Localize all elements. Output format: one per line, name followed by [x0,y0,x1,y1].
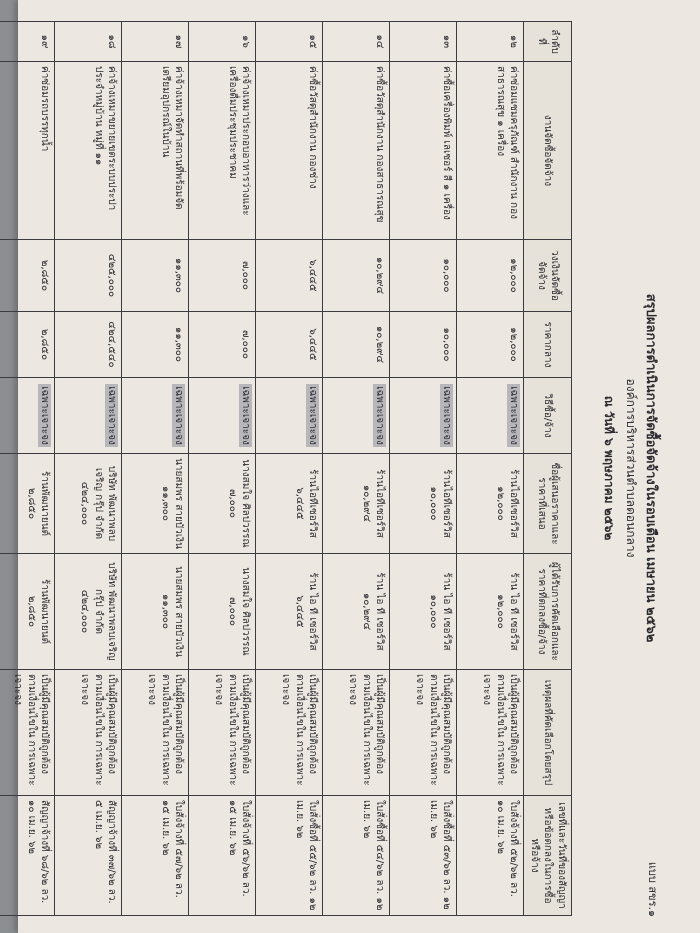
table-row [390,22,457,916]
row-reason: เป็นผู้มีคุณสมบัติถูกต้องตามเงื่อนไขใน การเฉพาะเจาะจง [213,674,252,786]
cell-winner [323,554,390,670]
cell-reason [256,670,323,796]
row-median: ๑๑,๓๐๐ [173,327,185,362]
row-no: ๑๘ [106,34,118,49]
row-bidder-price: ๔๒๔,๐๐๐ [79,481,91,526]
cell-no [256,22,323,62]
cell-contract [256,796,323,916]
cell-no [457,22,524,62]
cell-contract [0,796,55,916]
cell-method [122,378,189,454]
row-budget: ๔๒๕,๐๐๐ [106,253,118,298]
row-winner: ร้าน ไอ ที เซอร์วิส [441,572,453,651]
cell-work [122,62,189,240]
table-row [457,22,524,916]
row-work: ค่าจ้างเหมาประกอบอาหารว่างและเครื่องดื่มประชุมประชาคม [227,66,252,216]
cell-median [55,312,122,378]
cell-method [457,378,524,454]
cell-work [390,62,457,240]
row-bidder: ร้านไอทีเซอร์วิส [374,469,386,538]
cell-method [0,378,55,454]
cell-contract [390,796,457,916]
header-work: งานจัดซื้อจัดจ้าง [524,62,572,240]
row-median: ๑๐,๒๙๔ [374,325,386,364]
document-subtitle: องค์การบริหารส่วนตำบลดอนกลาง [624,378,638,558]
cell-bidder [55,454,122,554]
row-median: ๖,๔๔๕ [307,328,319,361]
cell-winner [0,554,55,670]
row-median: ๔๒๔,๕๔๐ [106,321,118,368]
row-budget: ๖,๔๔๕ [307,259,319,292]
row-contract: สัญญาจ้างที่ ๓๗/๖๒ ลว. ๕ เม.ย. ๖๒ [93,800,118,904]
cell-budget [390,240,457,312]
cell-method [189,378,256,454]
row-bidder-price: ๑๒,๐๐๐ [495,486,506,521]
row-bidder: นายสมพร สายบัวเงิน [173,458,185,549]
cell-bidder [457,454,524,554]
row-bidder: นางสมใจ ศิลปวรรณ [240,459,252,548]
row-bidder: ร้านไอทีเซอร์วิส [508,469,520,538]
row-method: เฉพาะเจาะจง [39,386,51,445]
cell-bidder [390,454,457,554]
row-reason: เป็นผู้มีคุณสมบัติถูกต้องตามเงื่อนไขใน การเฉพาะเจาะจง [414,674,453,786]
row-contract: ใบสั่งจ้างที่ ๕๗/๖๒ ลว. ๑๕ เม.ย. ๖๒ [160,800,185,898]
cell-median [0,312,55,378]
table-row [122,22,189,916]
cell-no [189,22,256,62]
cell-reason [457,670,524,796]
cell-median [390,312,457,378]
header-reason: เหตุผลที่คัดเลือกโดยสรุป [524,670,572,796]
cell-bidder [0,454,55,554]
row-reason: เป็นผู้มีคุณสมบัติถูกต้องตามเงื่อนไขใน การเฉพาะเจาะจง [481,674,520,786]
row-winner: นายสมพร สายบัวเงิน [173,566,185,657]
row-budget: ๑๐,๐๐๐ [441,258,453,293]
cell-budget [55,240,122,312]
header-median: ราคากลาง [524,312,572,378]
row-winner: บริษัท พัฒนาพลบเจริญ กรุ๊ป จำกัด [93,562,118,661]
cell-work [0,62,55,240]
row-winner: ร้าน ไอ ที เซอร์วิส [508,572,520,651]
header-bidder: ชื่อผู้เสนอราคาและราคาที่เสนอ [524,454,572,554]
row-method: เฉพาะเจาะจง [106,386,118,445]
cell-reason [0,670,55,796]
cell-work [256,62,323,240]
row-work: ค่าซื้อวัสดุสำนักงาน กองสาธารณสุข [374,66,386,223]
row-no: ๑๖ [240,35,252,48]
header-winner: ผู้ได้รับการคัดเลือกและราคาที่ตกลงซื้อ/จ้าง [524,554,572,670]
header-budget: วงเงินจัดซื้อจัดจ้าง [524,240,572,312]
cell-contract [122,796,189,916]
row-no: ๑๙ [39,34,51,49]
cell-winner [256,554,323,670]
cell-budget [189,240,256,312]
table-row [55,22,122,916]
row-winner-price: ๑๐,๒๙๔ [361,592,372,631]
cell-work [323,62,390,240]
cell-winner [55,554,122,670]
row-winner: ร้าน ไอ ที เซอร์วิส [374,572,386,651]
row-median: ๑๒,๐๐๐ [508,327,520,362]
row-bidder: ร้านไอทีเซอร์วิส [307,469,319,538]
row-winner: ร้าน ไอ ที เซอร์วิส [307,572,319,651]
row-bidder: ร้านไอทีเซอร์วิส [441,469,453,538]
row-work: ค่าซื้อเครื่องพิมพ์ เลเซอร์ สี ๑ เครื่อง [441,66,453,220]
row-winner: ร้านพัฒนายนต์ [39,578,51,645]
cell-contract [55,796,122,916]
row-bidder-price: ๑๐,๒๙๔ [361,484,372,523]
document-date: ณ วันที่ ๖ พฤษภาคม ๒๕๖๒ [602,395,616,541]
row-method: เฉพาะเจาะจง [441,386,453,445]
row-budget: ๗,๐๐๐ [240,260,252,290]
row-winner-price: ๑๑,๓๐๐ [160,594,171,629]
row-winner-price: ๔๒๔,๐๐๐ [79,589,91,634]
cell-method [55,378,122,454]
row-bidder-price: ๑๑,๓๐๐ [160,486,171,521]
cell-no [323,22,390,62]
cell-bidder [256,454,323,554]
cell-bidder [323,454,390,554]
row-method: เฉพาะเจาะจง [374,386,386,445]
header-contract: เลขที่และวันที่ของสัญญาหรือข้อตกลงในการซื้อหรือจ้าง [524,796,572,916]
cell-method [256,378,323,454]
table-row [0,22,55,916]
cell-reason [323,670,390,796]
cell-work [55,62,122,240]
row-work: ค่าจ้างเหมาจัดทำสถานที่พร้อมจัดเตรียมอุปกรณ์ในบ้าน [160,66,185,210]
row-contract: สัญญาจ้างที่ ๖๘/๖๒ ลว. ๑๐ เม.ย. ๖๒ [26,800,51,904]
cell-method [323,378,390,454]
cell-median [256,312,323,378]
row-reason: เป็นผู้มีคุณสมบัติถูกต้องตามเงื่อนไขใน การเฉพาะเจาะจง [347,674,386,786]
row-reason: เป็นผู้มีคุณสมบัติถูกต้องตามเงื่อนไขใน การเฉพาะเจาะจง [79,674,118,786]
procurement-table [0,21,572,916]
row-budget: ๒,๘๕๐ [39,259,51,292]
cell-bidder [189,454,256,554]
row-contract: ใบสั่งซื้อที่ ๕๕/๖๒ ลว. ๑๒ เม.ย. ๖๒ [294,800,319,911]
cell-reason [122,670,189,796]
header-method: วิธีซื้อ/จ้าง [524,378,572,454]
row-winner-price: ๑๐,๐๐๐ [428,594,439,629]
row-work: ค่าซ่อมแซมครุภัณฑ์ สำนักงาน กอง สาธารณสุข ๑ เครื่อง [495,66,520,219]
row-reason: เป็นผู้มีคุณสมบัติถูกต้องตามเงื่อนไขใน การเฉพาะเจาะจง [12,674,51,786]
paper-sheet [12,0,700,933]
table-row [189,22,256,916]
cell-no [55,22,122,62]
document-header [572,13,668,923]
cell-no [390,22,457,62]
row-winner: นางสมใจ ศิลปวรรณ [240,567,252,656]
table-row [256,22,323,916]
row-no: ๑๕ [307,34,319,49]
row-method: เฉพาะเจาะจง [508,386,520,445]
cell-contract [323,796,390,916]
row-bidder: บริษัท พัฒนาพลบเจริญ กรุ๊ป จำกัด [93,465,118,542]
document-title: สรุปผลการดำเนินการจัดซื้อจัดจ้างในรอบเดือน เมษายน ๒๕๖๒ [643,293,658,643]
row-contract: ใบสั่งซื้อที่ ๕๓/๖๒ ลว. ๑๒ เม.ย. ๖๒ [428,800,453,910]
cell-budget [122,240,189,312]
row-budget: ๑๑,๓๐๐ [173,258,185,293]
row-method: เฉพาะเจาะจง [307,386,319,445]
header-no: ลำดับที่ [524,22,572,62]
cell-work [457,62,524,240]
rotated-page [12,13,668,923]
cell-budget [0,240,55,312]
row-winner-price: ๗,๐๐๐ [227,596,238,626]
cell-work [189,62,256,240]
cell-budget [256,240,323,312]
cell-median [323,312,390,378]
cell-contract [457,796,524,916]
cell-median [122,312,189,378]
cell-contract [189,796,256,916]
row-bidder: ร้านพัฒนายนต์ [39,470,51,537]
cell-median [457,312,524,378]
table-header-row [524,22,572,916]
row-no: ๑๒ [508,35,520,48]
table-row [323,22,390,916]
cell-median [189,312,256,378]
row-median: ๒,๘๕๐ [39,328,51,361]
row-budget: ๑๐,๒๙๔ [374,256,386,295]
cell-no [122,22,189,62]
row-bidder-price: ๖,๔๔๕ [294,487,305,520]
row-contract: ใบสั่งจ้างที่ ๕๖/๖๒ ลว. ๑๕ เม.ย. ๖๒ [227,800,252,897]
cell-winner [457,554,524,670]
row-work: ค่าซื้อวัสดุสำนักงาน กองช่าง [307,66,319,189]
row-no: ๑๗ [173,34,185,49]
cell-no [0,22,55,62]
cell-reason [390,670,457,796]
row-bidder-price: ๒,๘๕๐ [26,487,37,520]
row-work: ค่าจ้างเหมาขยายเขตระบบประปาประจำหมู่บ้าน หมู่ที่ ๑๑ [93,66,118,211]
row-method: เฉพาะเจาะจง [173,386,185,445]
row-bidder-price: ๗,๐๐๐ [227,488,238,518]
row-budget: ๑๒,๐๐๐ [508,258,520,293]
row-bidder-price: ๑๐,๐๐๐ [428,486,439,521]
row-reason: เป็นผู้มีคุณสมบัติถูกต้องตามเงื่อนไขใน การเฉพาะเจาะจง [280,674,319,786]
cell-reason [55,670,122,796]
row-work: ค่าซ่อมรถบรรทุกน้ำ [39,66,51,152]
row-reason: เป็นผู้มีคุณสมบัติถูกต้องตามเงื่อนไขใน การเฉพาะเจาะจง [146,674,185,786]
cell-bidder [122,454,189,554]
row-median: ๗,๐๐๐ [240,329,252,359]
cell-budget [457,240,524,312]
row-median: ๑๐,๐๐๐ [441,327,453,362]
row-no: ๑๔ [374,34,386,49]
row-no: ๑๓ [441,34,453,49]
row-contract: ใบสั่งซื้อที่ ๕๔/๖๒ ลว. ๑๒ เม.ย. ๖๒ [361,800,386,911]
row-winner-price: ๖,๔๔๕ [294,595,305,628]
cell-winner [189,554,256,670]
row-method: เฉพาะเจาะจง [240,386,252,445]
cell-budget [323,240,390,312]
cell-winner [122,554,189,670]
cell-winner [390,554,457,670]
row-winner-price: ๑๒,๐๐๐ [495,594,506,629]
row-winner-price: ๒,๘๕๐ [26,595,37,628]
row-contract: ใบสั่งจ้างที่ ๕๒/๖๒ ลว. ๑๐ เม.ย. ๖๒ [495,800,520,897]
cell-method [390,378,457,454]
cell-reason [189,670,256,796]
form-code: แบบ สขร.๑ [646,861,659,917]
